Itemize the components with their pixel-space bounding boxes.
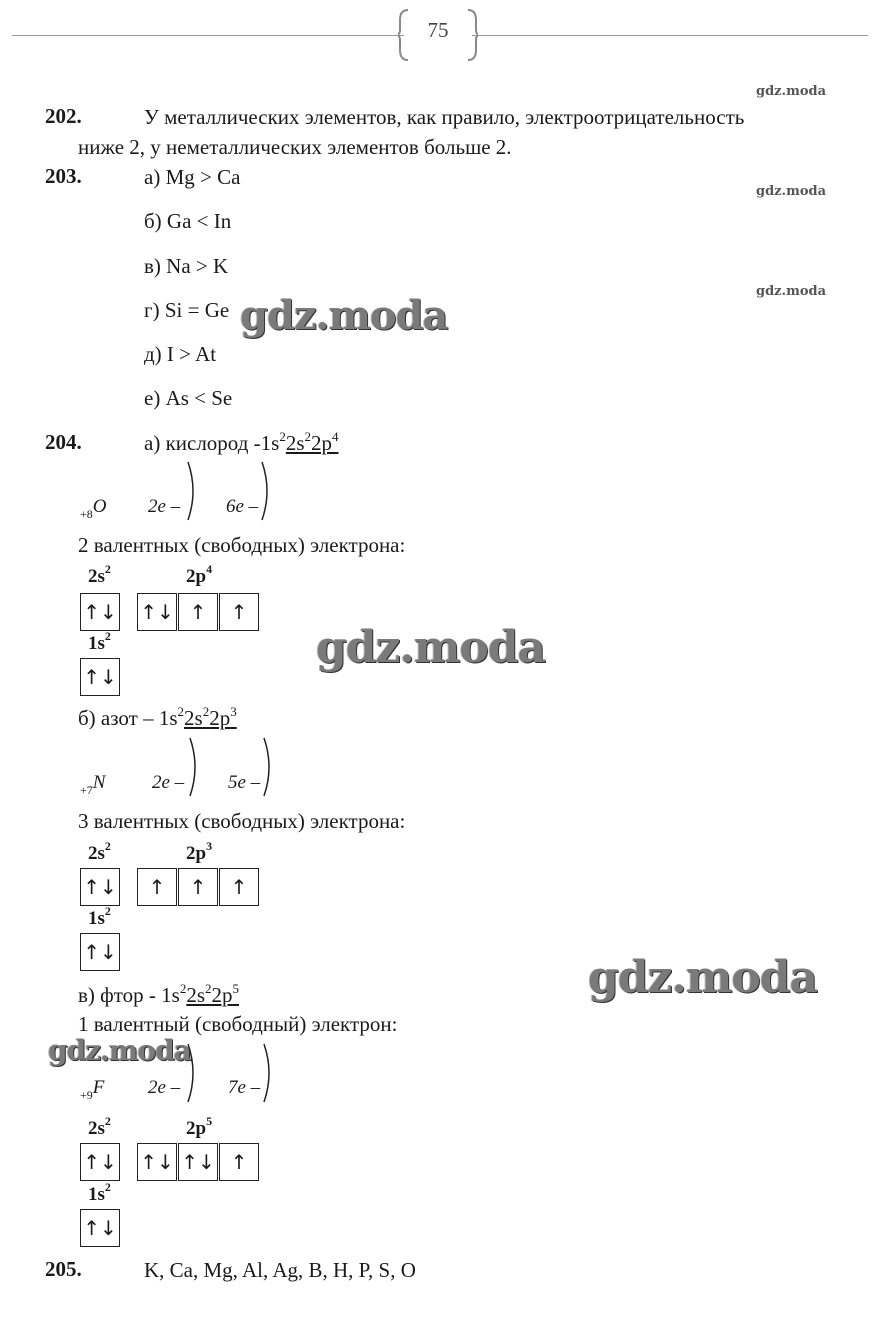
oxygen-1s-cell: ↑↓ <box>80 658 120 696</box>
oxygen-valence-text: 2 валентных (свободных) электрона: <box>78 533 406 557</box>
oxygen-2s-cell: ↑↓ <box>80 593 120 631</box>
oxygen-shell-arc-2 <box>260 460 274 522</box>
oxygen-2p-label: $2p^4$ <box>186 562 213 587</box>
nitrogen-config-label: б) азот – 1s <box>78 706 178 730</box>
oxygen-2s-label: $2s^2$ <box>88 562 111 587</box>
oxygen-shell-2: 6e – <box>226 496 259 517</box>
oxygen-shell-arc-1 <box>186 460 200 522</box>
problem-203-item-c: в) Na > K <box>144 254 229 278</box>
watermark-large-4: gdz.moda <box>48 1034 191 1067</box>
fluorine-1s-cell: ↑↓ <box>80 1209 120 1247</box>
oxygen-2p-cell-3: ↑ <box>219 593 259 631</box>
header-rule-left <box>12 35 404 36</box>
fluorine-2p-cell-2: ↑↓ <box>178 1143 218 1181</box>
fluorine-shell-arc-2 <box>262 1042 276 1104</box>
fluorine-2s-label: $2s^2$ <box>88 1114 111 1139</box>
oxygen-shell-1: 2e – <box>148 496 181 517</box>
nitrogen-config: б) азот – $1s^22s^22p^3$ <box>78 704 237 730</box>
fluorine-1s-label: $1s^2$ <box>88 1180 111 1205</box>
header-rule-right <box>472 35 868 36</box>
nitrogen-1s-label: $1s^2$ <box>88 904 111 929</box>
fluorine-2p-cell-1: ↑↓ <box>137 1143 177 1181</box>
problem-204-number: 204. <box>45 430 82 454</box>
problem-203-item-e: д) I > At <box>144 342 217 366</box>
nitrogen-shell-arc-2 <box>262 736 276 798</box>
fluorine-shell-arc-1 <box>186 1042 200 1104</box>
fluorine-shell-1: 2e – <box>148 1077 181 1098</box>
fluorine-2s-cell: ↑↓ <box>80 1143 120 1181</box>
problem-205-answer: K, Ca, Mg, Al, Ag, B, H, P, S, O <box>144 1258 416 1282</box>
nitrogen-valence-text: 3 валентных (свободных) электрона: <box>78 809 406 833</box>
nitrogen-1s-cell: ↑↓ <box>80 933 120 971</box>
problem-203-item-b: б) Ga < In <box>144 209 232 233</box>
watermark-large-3: gdz.moda <box>588 952 818 1003</box>
nitrogen-2p-cell-1: ↑ <box>137 868 177 906</box>
oxygen-config: а) кислород $-1s^22s^22p^4$ <box>144 429 339 455</box>
oxygen-atom-scheme: $_{+8}$O <box>80 496 107 521</box>
fluorine-2p-cell-3: ↑ <box>219 1143 259 1181</box>
problem-203-item-f: е) As < Se <box>144 386 233 410</box>
nitrogen-2s-cell: ↑↓ <box>80 868 120 906</box>
problem-203-item-a: а) Mg > Ca <box>144 165 241 189</box>
fluorine-valence-text: 1 валентный (свободный) электрон: <box>78 1012 398 1036</box>
watermark-large-2: gdz.moda <box>316 622 546 673</box>
problem-203-item-d: г) Si = Ge <box>144 298 230 322</box>
watermark-small-2: gdz.moda <box>756 184 827 199</box>
oxygen-config-label: а) кислород -1s <box>144 431 280 455</box>
oxygen-2p-cell-1: ↑↓ <box>137 593 177 631</box>
nitrogen-shell-2: 5e – <box>228 772 261 793</box>
nitrogen-2p-cell-2: ↑ <box>178 868 218 906</box>
watermark-small-1: gdz.moda <box>756 84 827 99</box>
nitrogen-shell-arc-1 <box>188 736 202 798</box>
nitrogen-2s-label: $2s^2$ <box>88 839 111 864</box>
nitrogen-2p-label: $2p^3$ <box>186 839 213 864</box>
nitrogen-2p-cell-3: ↑ <box>219 868 259 906</box>
oxygen-2p-cell-2: ↑ <box>178 593 218 631</box>
problem-202-line2: ниже 2, у неметаллических элементов больше 2. <box>78 135 512 159</box>
problem-205-number: 205. <box>45 1257 82 1281</box>
watermark-large-1: gdz.moda <box>240 292 448 339</box>
fluorine-atom-scheme: $_{+9}$F <box>80 1077 105 1102</box>
problem-202-line1: У металлических элементов, как правило, электроотрицательность <box>144 105 745 129</box>
problem-202-number: 202. <box>45 104 82 128</box>
fluorine-shell-2: 7e – <box>228 1077 261 1098</box>
watermark-small-3: gdz.moda <box>756 284 827 299</box>
problem-203-number: 203. <box>45 164 82 188</box>
fluorine-2p-label: $2p^5$ <box>186 1114 213 1139</box>
fluorine-config-label: в) фтор - 1s <box>78 983 180 1007</box>
oxygen-1s-label: $1s^2$ <box>88 629 111 654</box>
page-number: 75 <box>427 18 449 42</box>
nitrogen-shell-1: 2e – <box>152 772 185 793</box>
fluorine-config: в) фтор - $1s^22s^22p^5$ <box>78 981 240 1007</box>
nitrogen-atom-scheme: $_{+7}$N <box>80 772 106 797</box>
